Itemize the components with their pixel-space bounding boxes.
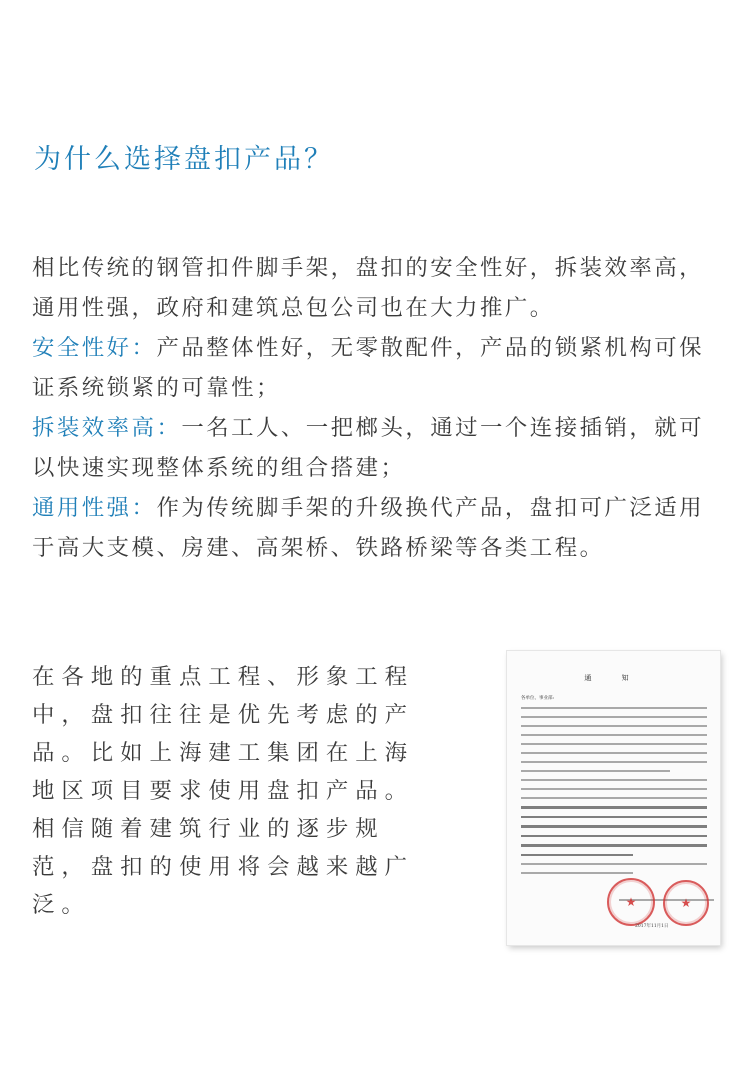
projects-text: 在各地的重点工程、形象工程中，盘扣往往是优先考虑的产品。比如上海建工集团在上海地区项目要求使用盘扣产品。相信随着建筑行业的逐步规范，盘扣的使用将会越来越广泛。: [32, 664, 415, 918]
page-title: 为什么选择盘扣产品？: [34, 144, 334, 175]
benefit-versatility-label: 通用性强：: [32, 495, 157, 521]
red-seal-stamp: [607, 878, 655, 926]
notice-heading: 通 知: [584, 674, 643, 682]
intro-section: [32, 248, 724, 568]
benefit-safety: [32, 328, 724, 408]
benefit-efficiency-text: 一名工人、一把榔头，通过一个连接插销，就可以快速实现整体系统的组合搭建；: [32, 415, 705, 481]
benefit-efficiency-label: 拆装效率高：: [32, 415, 182, 441]
benefit-versatility-text: 作为传统脚手架的升级换代产品，盘扣可广泛适用于高大支模、房建、高架桥、铁路桥梁等各类工程。: [32, 495, 705, 561]
notice-body-lines: [521, 707, 707, 881]
benefit-versatility: [32, 488, 724, 568]
benefit-efficiency: [32, 408, 724, 488]
seal-star-icon: ★: [680, 896, 692, 910]
notice-document-image: [507, 651, 720, 945]
notice-date: 2017年11月1日: [635, 924, 669, 929]
seal-star-icon: ★: [625, 895, 637, 909]
notice-salutation: 各单位、事业部:: [521, 696, 555, 701]
intro-summary: 相比传统的钢管扣件脚手架，盘扣的安全性好，拆装效率高，通用性强，政府和建筑总包公司也在大力推广。: [32, 255, 705, 321]
benefit-safety-text: 产品整体性好，无零散配件，产品的锁紧机构可保证系统锁紧的可靠性；: [32, 335, 705, 401]
benefit-safety-label: 安全性好：: [32, 335, 157, 361]
red-seal-stamp: [663, 880, 709, 926]
